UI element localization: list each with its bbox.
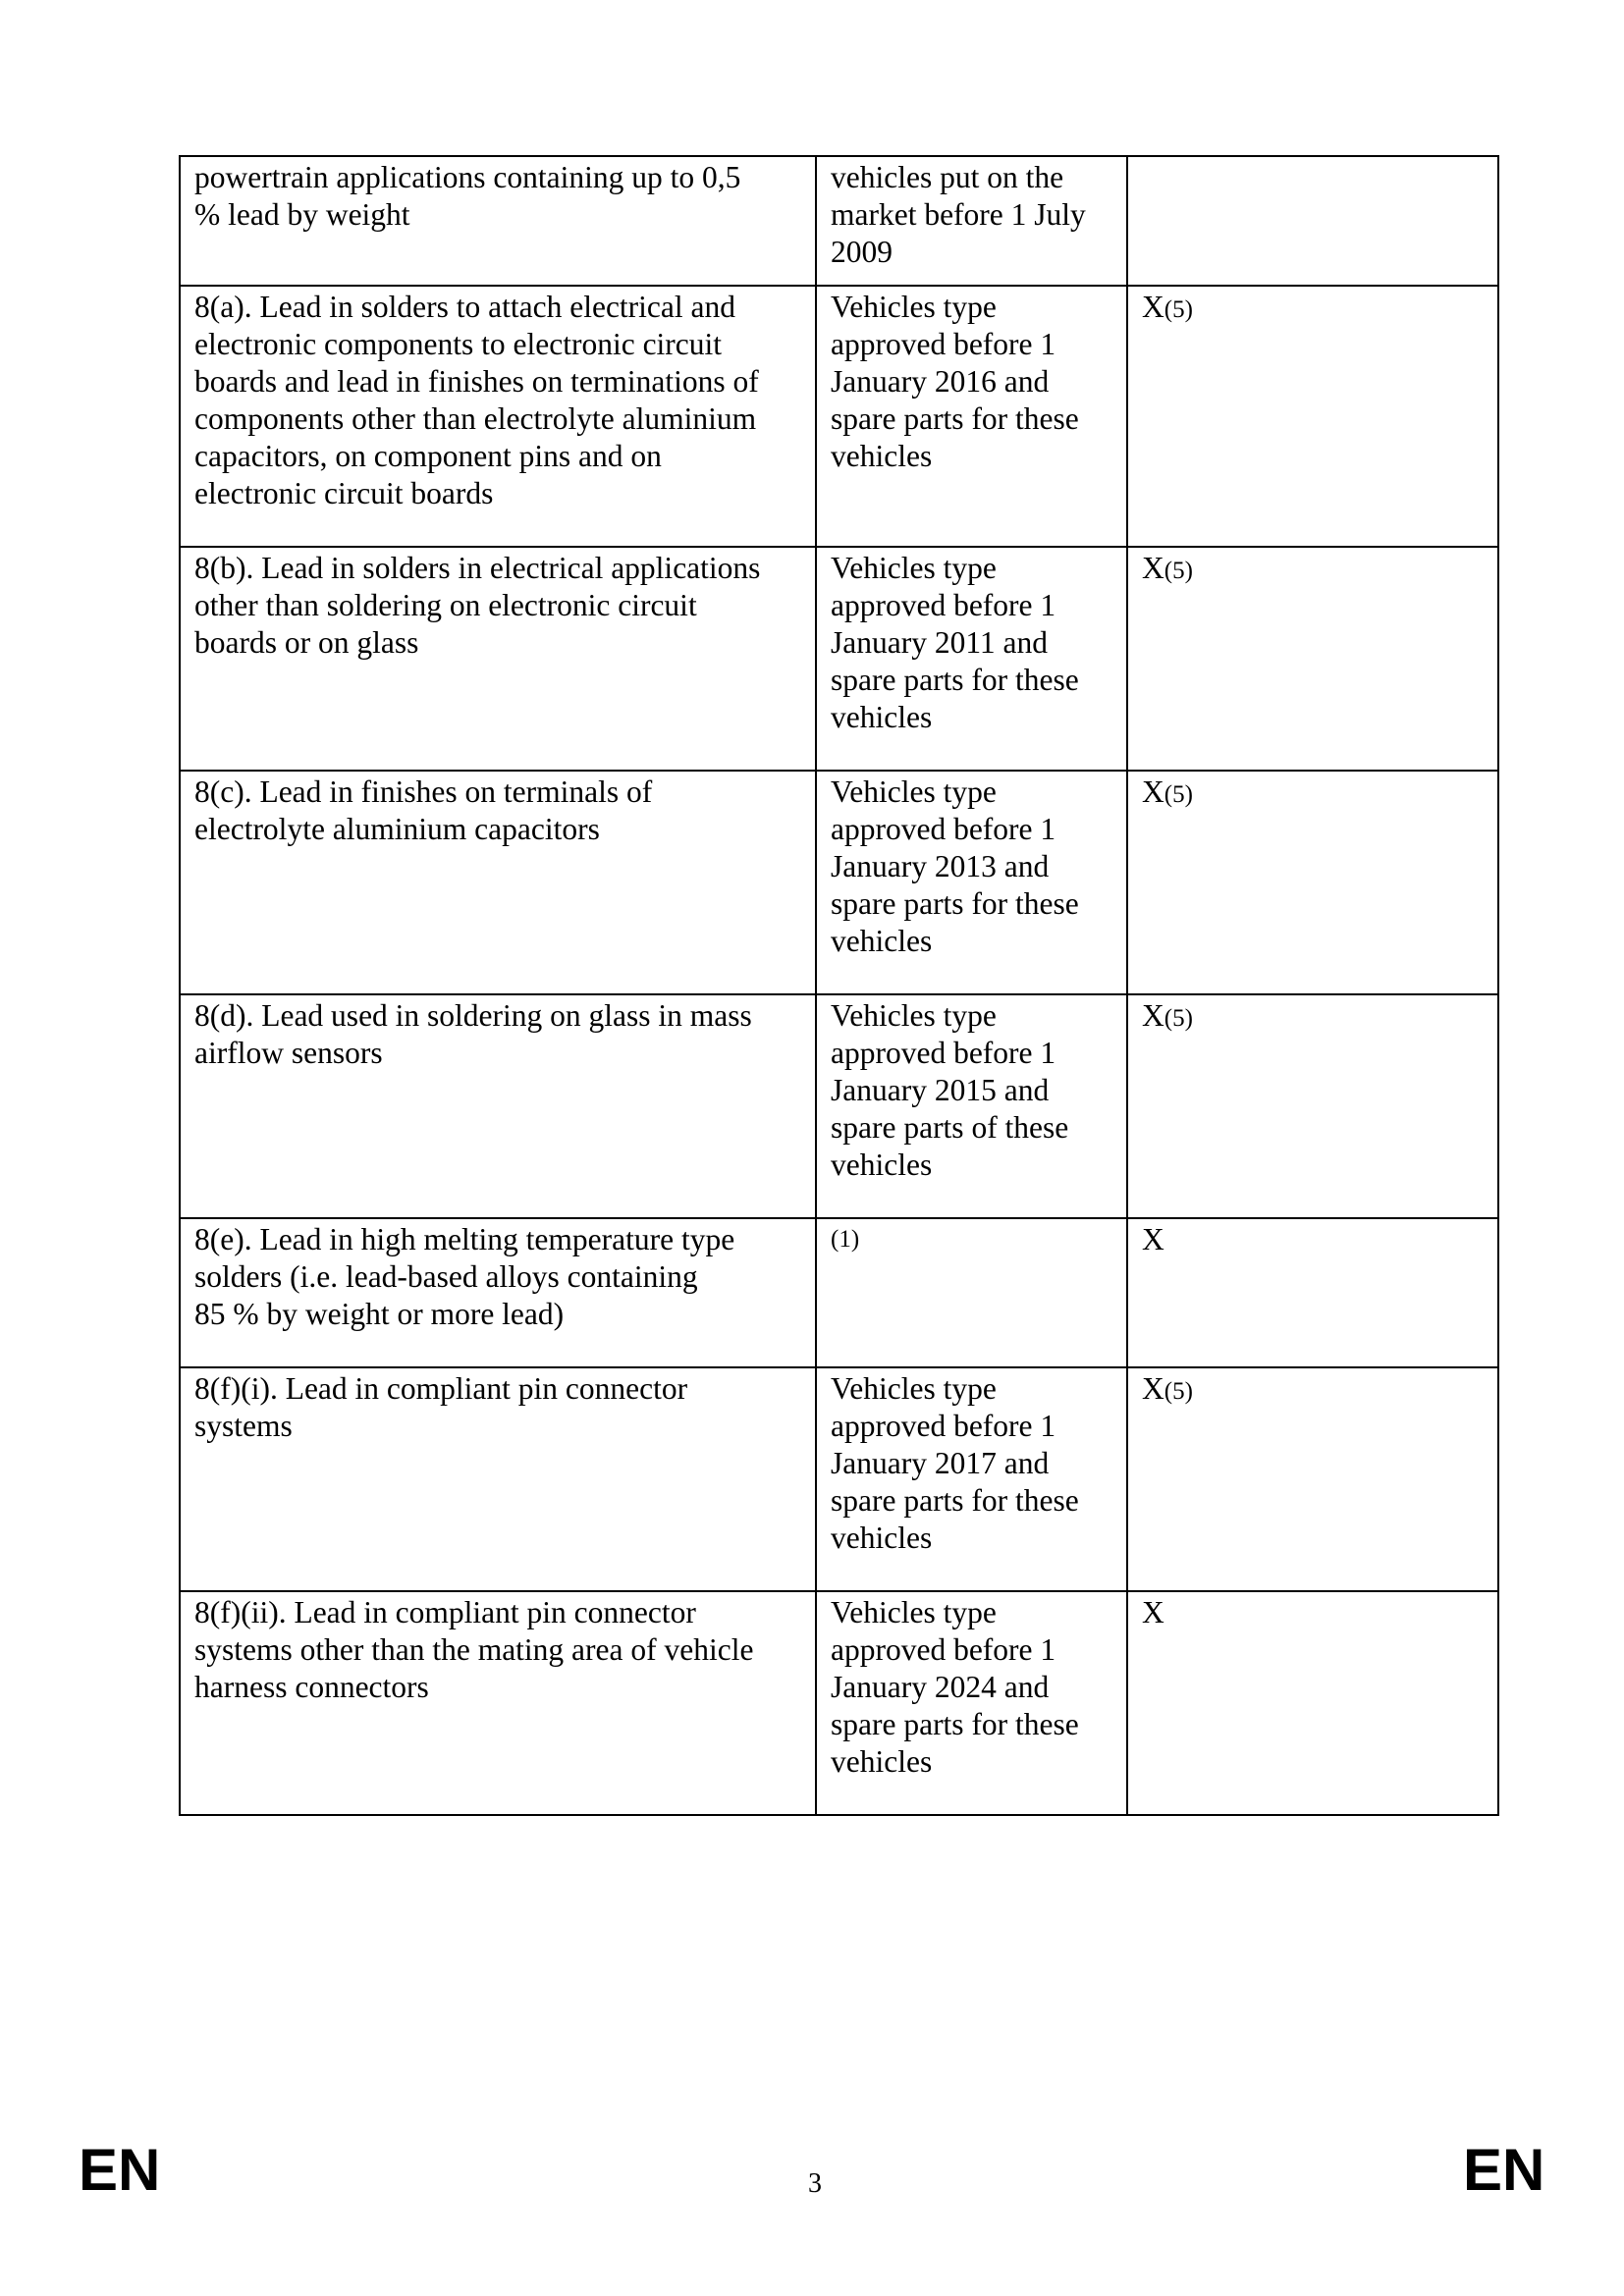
table-row <box>180 286 1498 547</box>
label-mark: X <box>1142 1222 1164 1256</box>
material-cell: 8(e). Lead in high melting temperature type solders (i.e. lead-based alloys containing 85 % by weight or more lead) <box>180 1218 816 1367</box>
table-row <box>180 771 1498 994</box>
label-footnote: (5) <box>1164 781 1193 808</box>
table-row <box>180 156 1498 286</box>
scope-cell: Vehicles type approved before 1 January 2011 and spare parts for these vehicles <box>816 547 1127 771</box>
scope-cell: vehicles put on the market before 1 July 2009 <box>816 156 1127 286</box>
table-row <box>180 994 1498 1218</box>
material-cell: 8(d). Lead used in soldering on glass in mass airflow sensors <box>180 994 816 1218</box>
material-cell: 8(f)(ii). Lead in compliant pin connector systems other than the mating area of vehicle harness connectors <box>180 1591 816 1815</box>
table-row <box>180 1218 1498 1367</box>
page-number: 3 <box>808 2168 822 2199</box>
label-footnote: (5) <box>1164 1005 1193 1032</box>
scope-cell: (1) <box>816 1218 1127 1367</box>
label-cell <box>1127 1367 1498 1591</box>
label-mark: X <box>1142 1371 1164 1406</box>
table-row <box>180 547 1498 771</box>
label-cell <box>1127 156 1498 286</box>
label-footnote: (5) <box>1164 558 1193 584</box>
table-row <box>180 1591 1498 1815</box>
material-cell: powertrain applications containing up to 0,5 % lead by weight <box>180 156 816 286</box>
scope-cell: Vehicles type approved before 1 January 2017 and spare parts for these vehicles <box>816 1367 1127 1591</box>
scope-cell: Vehicles type approved before 1 January 2013 and spare parts for these vehicles <box>816 771 1127 994</box>
material-cell: 8(b). Lead in solders in electrical applications other than soldering on electronic circuit boards or on glass <box>180 547 816 771</box>
label-mark: X <box>1142 998 1164 1033</box>
label-mark: X <box>1142 1595 1164 1629</box>
label-cell <box>1127 1591 1498 1815</box>
language-code-left: EN <box>79 2137 161 2203</box>
label-footnote: (5) <box>1164 296 1193 323</box>
label-cell <box>1127 771 1498 994</box>
label-mark: X <box>1142 774 1164 809</box>
scope-cell: Vehicles type approved before 1 January 2015 and spare parts of these vehicles <box>816 994 1127 1218</box>
label-cell <box>1127 994 1498 1218</box>
scope-cell: Vehicles type approved before 1 January 2016 and spare parts for these vehicles <box>816 286 1127 547</box>
label-cell <box>1127 1218 1498 1367</box>
label-mark: X <box>1142 290 1164 324</box>
language-code-right: EN <box>1463 2137 1545 2203</box>
scope-cell: Vehicles type approved before 1 January 2024 and spare parts for these vehicles <box>816 1591 1127 1815</box>
material-cell: 8(f)(i). Lead in compliant pin connector systems <box>180 1367 816 1591</box>
label-footnote: (5) <box>1164 1378 1193 1405</box>
material-cell: 8(a). Lead in solders to attach electrical and electronic components to electronic circuit boards and lead in finishes on terminations of components other than electrolyte aluminium capacitors, on component pins and on electronic circuit boards <box>180 286 816 547</box>
label-mark: X <box>1142 551 1164 585</box>
exemptions-table <box>179 155 1499 1816</box>
material-cell: 8(c). Lead in finishes on terminals of electrolyte aluminium capacitors <box>180 771 816 994</box>
label-cell <box>1127 286 1498 547</box>
table-row <box>180 1367 1498 1591</box>
label-cell <box>1127 547 1498 771</box>
